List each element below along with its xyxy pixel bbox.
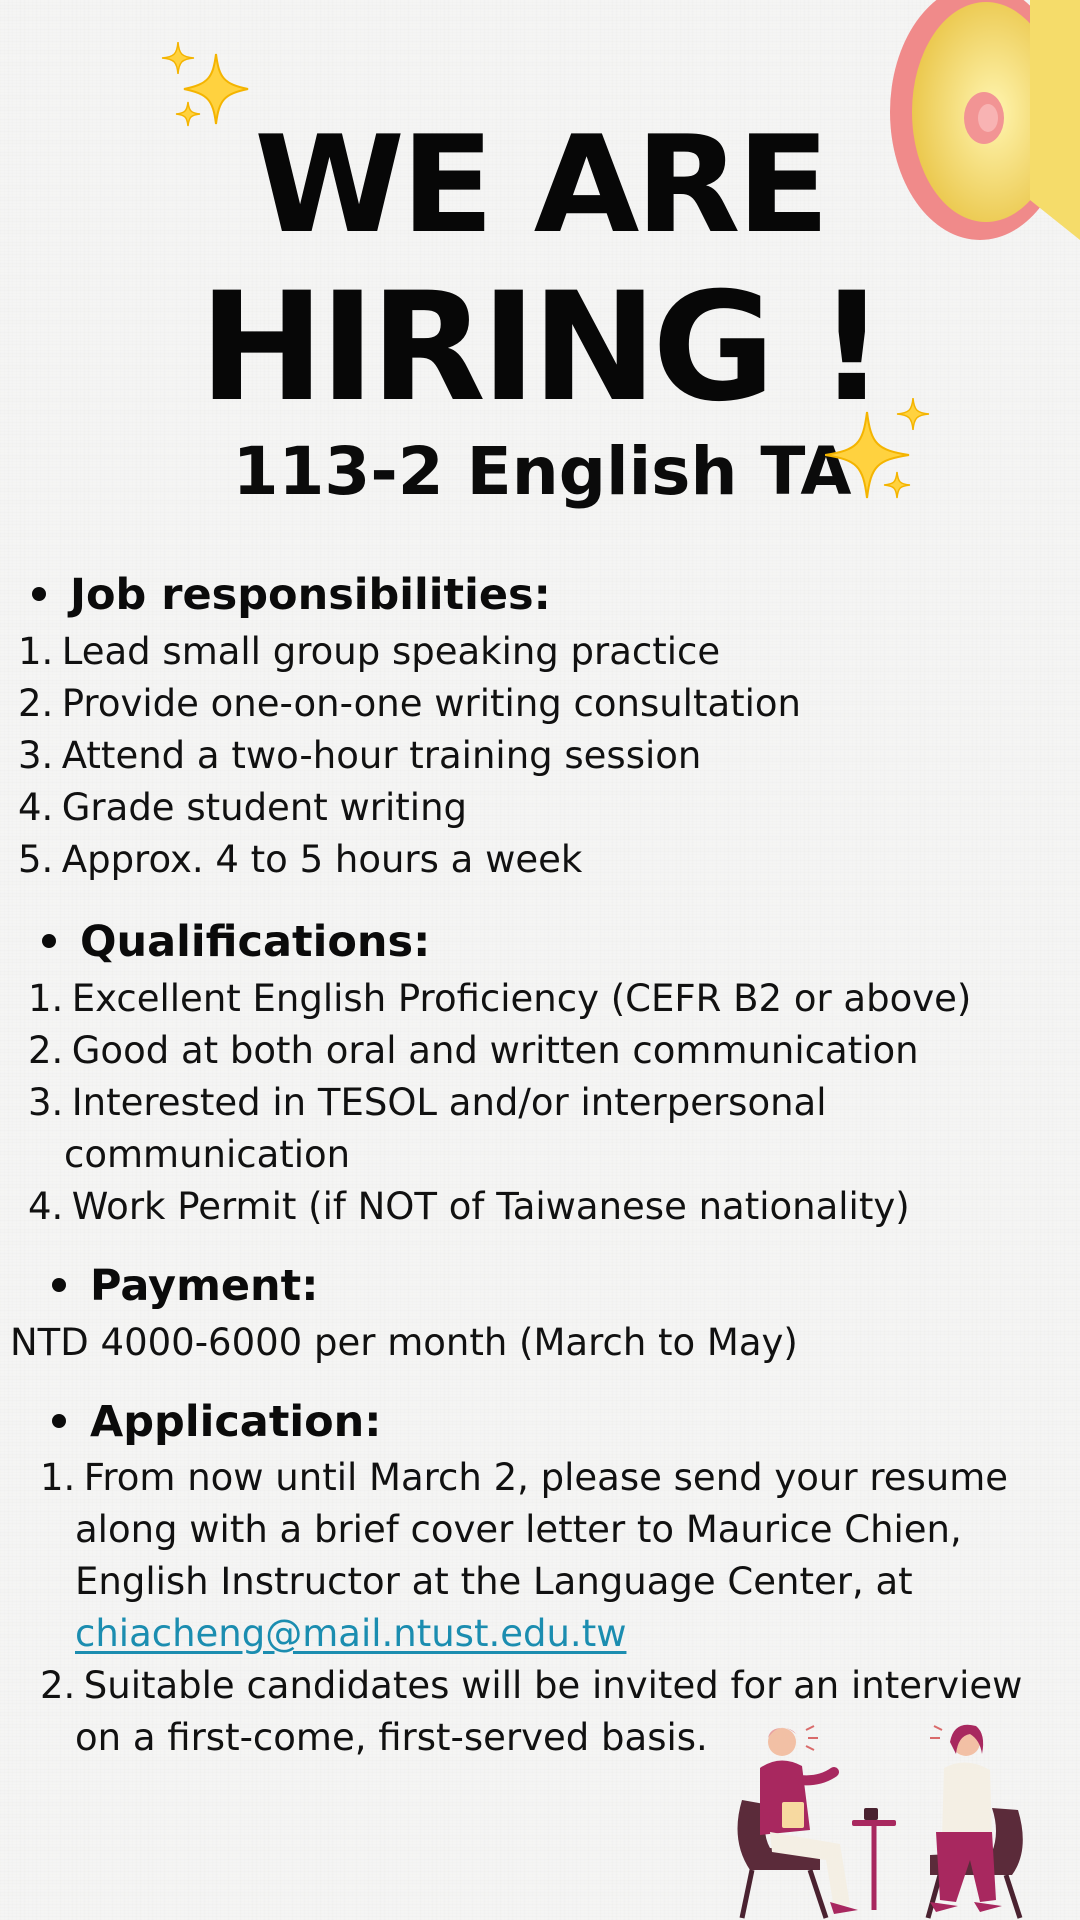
list-item: 1. From now until March 2, please send your resume	[40, 1456, 1009, 1499]
bullet-icon	[52, 1278, 66, 1292]
headline-we-are: WE ARE	[254, 107, 826, 263]
headline-hiring: HIRING !	[199, 261, 881, 435]
list-item: 5. Approx. 4 to 5 hours a week	[18, 838, 583, 881]
page-subtitle: 113-2 English TA	[232, 433, 852, 510]
list-item: 2. Provide one-on-one writing consultation	[18, 682, 802, 725]
application-heading: Application:	[52, 1396, 381, 1448]
list-item: 4. Work Permit (if NOT of Taiwanese nationality)	[28, 1185, 910, 1228]
list-item: 2. Good at both oral and written communication	[28, 1029, 919, 1072]
payment-text: NTD 4000-6000 per month (March to May)	[10, 1321, 798, 1364]
list-item: 2. Suitable candidates will be invited for an interview	[40, 1664, 1023, 1707]
list-item: 1. Excellent English Proficiency (CEFR B2 or above)	[28, 977, 972, 1020]
list-item-continuation: communication	[64, 1133, 351, 1176]
bullet-icon	[32, 587, 46, 601]
list-item: 4. Grade student writing	[18, 786, 468, 829]
list-item-continuation: on a first-come, first-served basis.	[75, 1716, 708, 1759]
application-list	[40, 1452, 1022, 1764]
sparkles-icon	[825, 398, 933, 508]
email-link[interactable]: chiacheng@mail.ntust.edu.tw	[75, 1612, 627, 1655]
list-item: 3. Attend a two-hour training session	[18, 734, 702, 777]
qualifications-list	[28, 973, 971, 1233]
job-responsibilities-list	[18, 626, 801, 886]
qualifications-heading: Qualifications:	[42, 916, 430, 968]
bullet-icon	[42, 934, 56, 948]
job-responsibilities-heading: Job responsibilities:	[32, 569, 551, 621]
list-item-continuation: along with a brief cover letter to Maurice Chien,	[75, 1508, 962, 1551]
payment-heading: Payment:	[52, 1260, 318, 1312]
two-people-talking-illustration	[730, 1720, 1030, 1920]
list-item: 3. Interested in TESOL and/or interpersonal	[28, 1081, 827, 1124]
list-item-continuation: English Instructor at the Language Center, at	[75, 1560, 913, 1603]
bullet-icon	[52, 1414, 66, 1428]
list-item: 1. Lead small group speaking practice	[18, 630, 721, 673]
email-line	[40, 1608, 1022, 1660]
